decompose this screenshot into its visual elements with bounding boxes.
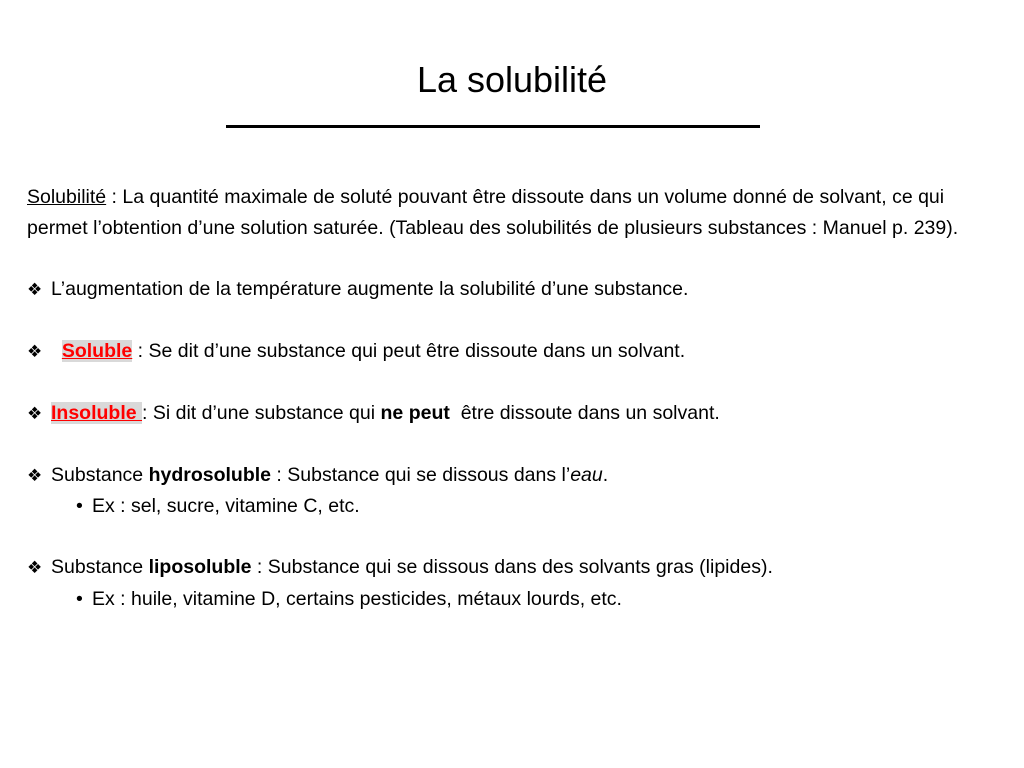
spacer	[27, 429, 1002, 460]
insoluble-term: Insoluble	[51, 401, 143, 424]
liposoluble-bold: liposoluble	[148, 556, 252, 578]
hydrosoluble-example-text: Ex : sel, sucre, vitamine C, etc.	[92, 495, 360, 517]
insoluble-bold: ne peut	[380, 401, 450, 424]
hydrosoluble-prefix: Substance	[51, 463, 149, 486]
bullet-temperature-text: L’augmentation de la température augmente la solubilité d’une substance.	[51, 277, 689, 300]
diamond-flower-icon: ❖	[27, 279, 43, 299]
hydrosoluble-example	[27, 491, 1002, 522]
slide-body	[27, 182, 1002, 614]
bullet-soluble	[27, 336, 1002, 368]
hydrosoluble-bold: hydrosoluble	[148, 463, 272, 486]
spacer	[27, 367, 1002, 398]
bullet-dot-icon: •	[76, 495, 83, 517]
diamond-flower-icon: ❖	[27, 558, 43, 577]
bullet-insoluble	[27, 398, 1002, 430]
hydrosoluble-suffix: .	[602, 463, 609, 486]
liposoluble-example	[27, 584, 1002, 615]
definition-text: : La quantité maximale de soluté pouvant être dissoute dans un volume donné de solvant, ce qui permet l’obtention d’une solution saturée. (Tableau des solubilités de plusieurs substances : Manuel p. 239).	[27, 186, 959, 239]
bullet-hydrosoluble	[27, 460, 1002, 492]
slide-title: La solubilité	[416, 59, 608, 100]
definition-term: Solubilité	[27, 186, 107, 208]
bullet-temperature	[27, 274, 1002, 306]
insoluble-text-after: être dissoute dans un solvant.	[449, 401, 720, 424]
soluble-term: Soluble	[61, 339, 133, 362]
liposoluble-example-text: Ex : huile, vitamine D, certains pesticides, métaux lourds, etc.	[92, 587, 622, 610]
spacer	[27, 522, 1002, 553]
diamond-flower-icon: ❖	[27, 341, 43, 361]
liposoluble-prefix: Substance	[51, 556, 149, 578]
liposoluble-middle: : Substance qui se dissous dans des solvants gras (lipides).	[251, 556, 773, 578]
soluble-text: : Se dit d’une substance qui peut être dissoute dans un solvant.	[132, 339, 686, 362]
definition-paragraph	[27, 182, 1002, 243]
diamond-flower-icon: ❖	[27, 465, 43, 485]
hydrosoluble-italic: eau	[570, 463, 603, 486]
hydrosoluble-middle: : Substance qui se dissous dans l’	[271, 463, 571, 486]
bullet-dot-icon: •	[76, 587, 83, 610]
spacer	[27, 305, 1002, 336]
title-underline	[226, 125, 760, 128]
diamond-flower-icon: ❖	[27, 403, 43, 423]
spacer	[27, 243, 1002, 274]
insoluble-text-before: : Si dit d’une substance qui	[142, 401, 381, 424]
bullet-liposoluble	[27, 552, 1002, 584]
